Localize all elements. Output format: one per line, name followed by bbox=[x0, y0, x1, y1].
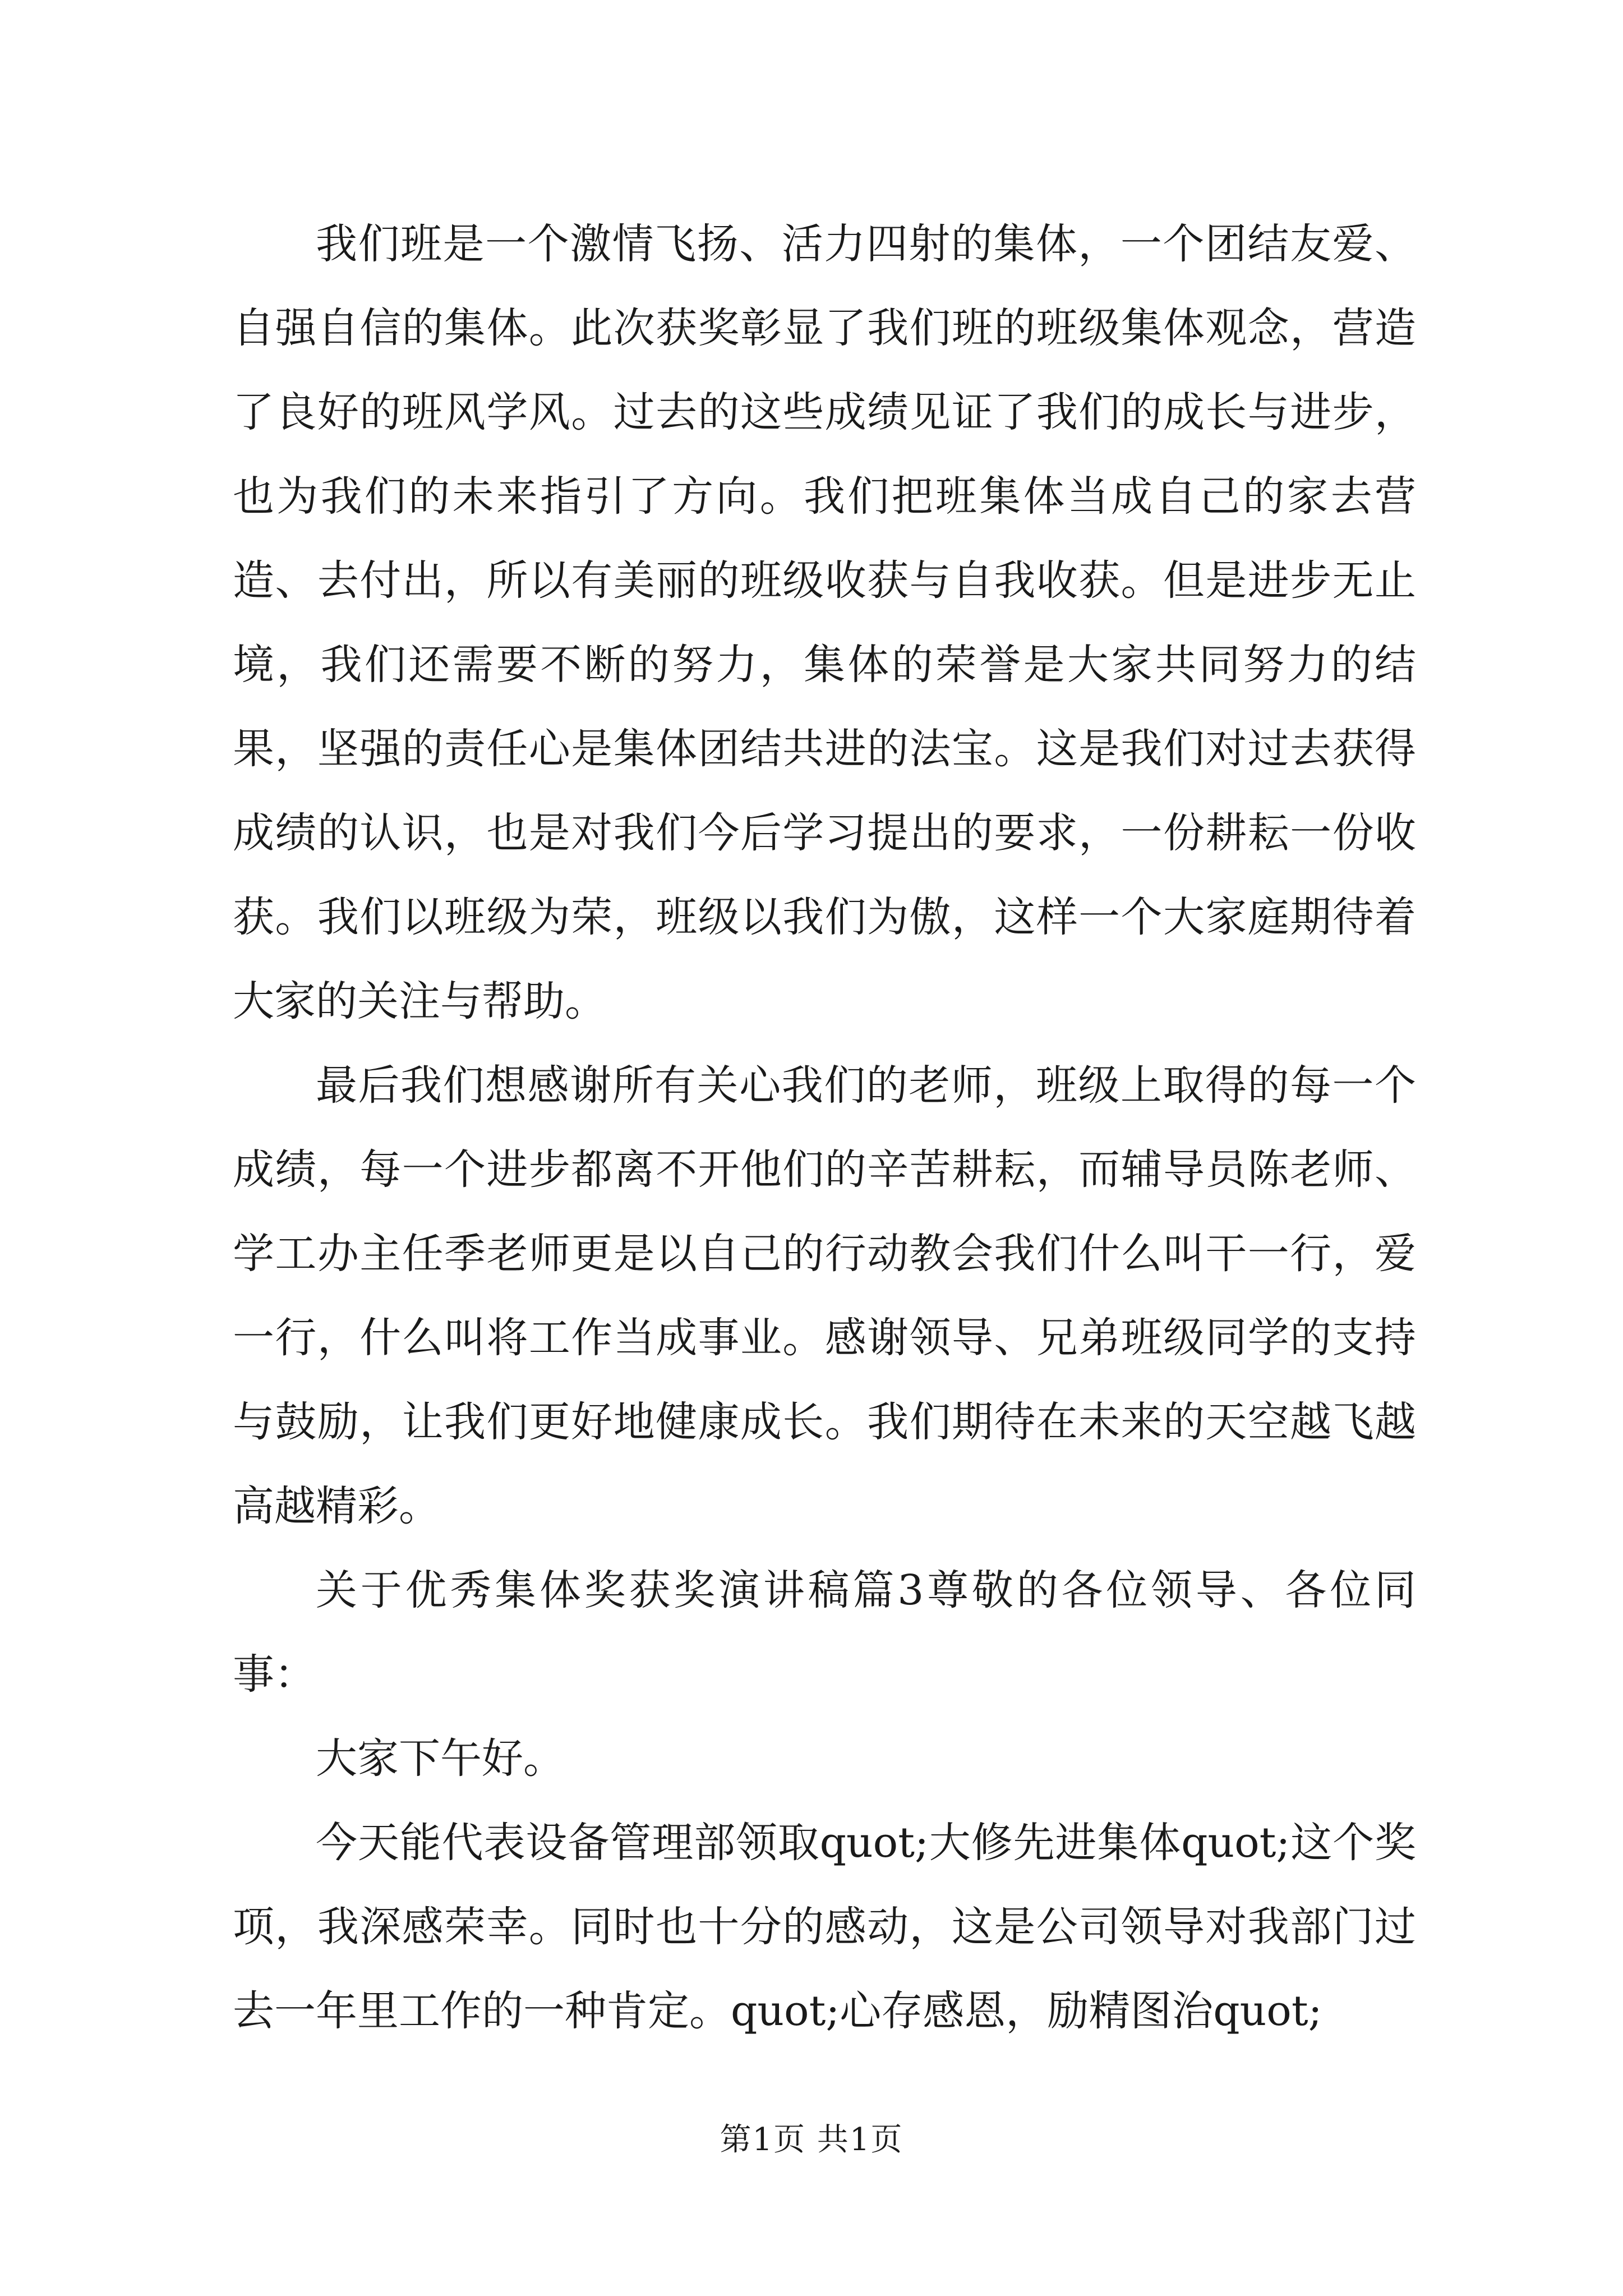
paragraph-class-achievements: 我们班是一个激情飞扬、活力四射的集体，一个团结友爱、自强自信的集体。此次获奖彰显了我们班的班级集体观念，营造了良好的班风学风。过去的这些成绩见证了我们的成长与进步，也为我们的未来指引了方向。我们把班集体当成自己的家去营造、去付出，所以有美丽的班级收获与自我收获。但是进步无止境，我们还需要不断的努力，集体的荣誉是大家共同努力的结果，坚强的责任心是集体团结共进的法宝。这是我们对过去获得成绩的认识，也是对我们今后学习提出的要求，一份耕耘一份收获。我们以班级为荣，班级以我们为傲，这样一个大家庭期待着大家的关注与帮助。 bbox=[233, 220, 1416, 1025]
paragraph-thanks-teachers: 最后我们想感谢所有关心我们的老师，班级上取得的每一个成绩，每一个进步都离不开他们的辛苦耕耘，而辅导员陈老师、学工办主任季老师更是以自己的行动教会我们什么叫干一行，爱一行，什么叫将工作当成事业。感谢领导、兄弟班级同学的支持与鼓励，让我们更好地健康成长。我们期待在未来的天空越飞越高越精彩。 bbox=[233, 1061, 1416, 1530]
page-footer: 第1页 共1页 bbox=[720, 2122, 903, 2158]
paragraph-speech-heading: 关于优秀集体奖获奖演讲稿篇3尊敬的各位领导、各位同事： bbox=[233, 1566, 1416, 1699]
paragraph-award-intro: 今天能代表设备管理部领取quot;大修先进集体quot;这个奖项，我深感荣幸。同时也十分的感动，这是公司领导对我部门过去一年里工作的一种肯定。quot;心存感恩，励精图治quot; bbox=[233, 1819, 1416, 2035]
paragraph-greeting: 大家下午好。 bbox=[316, 1734, 565, 1783]
document-body bbox=[233, 202, 1416, 2053]
